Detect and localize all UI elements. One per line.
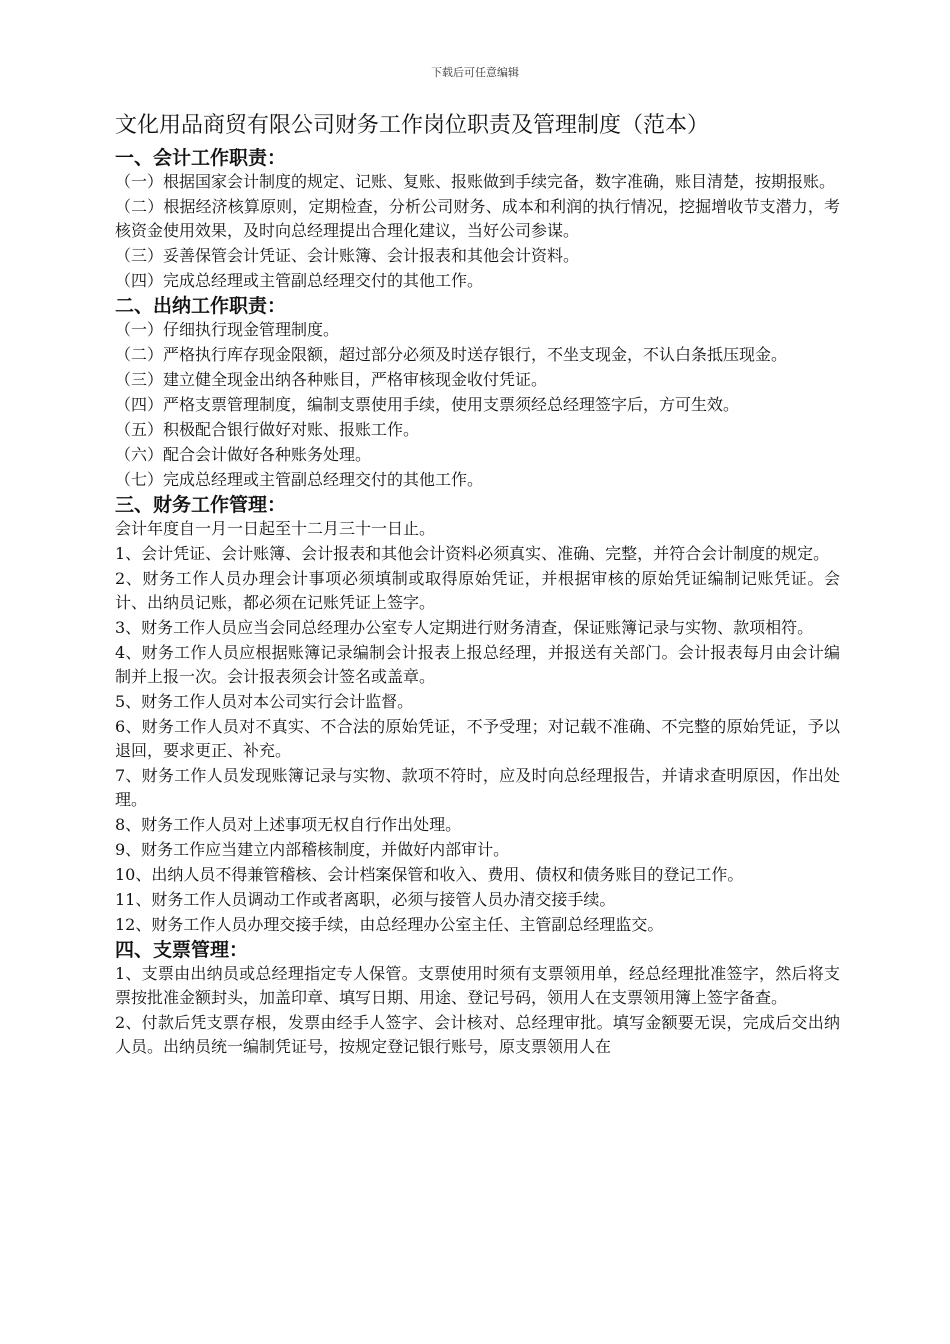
paragraph: 7、财务工作人员发现账簿记录与实物、款项不符时，应及时向总经理报告，并请求查明原因，作出处理。 <box>115 766 840 809</box>
paragraph: 12、财务工作人员办理交接手续，由总经理办公室主任、主管副总经理监交。 <box>115 915 664 934</box>
section-heading: 一、会计工作职责： <box>115 147 287 169</box>
paragraph: 3、财务工作人员应当会同总经理办公室专人定期进行财务清查，保证账簿记录与实物、款项相符。 <box>115 618 814 637</box>
paragraph: 2、财务工作人员办理会计事项必须填制或取得原始凭证，并根据审核的原始凭证编制记账凭证。会计、出纳员记账，都必须在记账凭证上签字。 <box>115 569 840 612</box>
paragraph: （四）完成总经理或主管副总经理交付的其他工作。 <box>115 271 484 290</box>
section-finance-management <box>115 493 840 937</box>
header-note: 下载后可任意编辑 <box>431 66 519 79</box>
paragraph: （三）建立健全现金出纳各种账目，严格审核现金收付凭证。 <box>115 370 548 389</box>
section-heading: 二、出纳工作职责： <box>115 295 287 317</box>
paragraph: 2、付款后凭支票存根，发票由经手人签字、会计核对、总经理审批。填写金额要无误，完成后交出纳人员。出纳员统一编制凭证号，按规定登记银行账号，原支票领用人在 <box>115 1013 840 1056</box>
paragraph: （五）积极配合银行做好对账、报账工作。 <box>115 420 420 439</box>
section-heading: 三、财务工作管理： <box>115 494 287 516</box>
paragraph: （一）仔细执行现金管理制度。 <box>115 320 340 339</box>
paragraph: （六）配合会计做好各种账务处理。 <box>115 445 372 464</box>
paragraph: （二）根据经济核算原则，定期检查，分析公司财务、成本和利润的执行情况，挖掘增收节支潜力，考核资金使用效果，及时向总经理提出合理化建议，当好公司参谋。 <box>115 197 840 240</box>
paragraph: 1、支票由出纳员或总经理指定专人保管。支票使用时须有支票领用单，经总经理批准签字，然后将支票按批准金额封头，加盖印章、填写日期、用途、登记号码，领用人在支票领用簿上签字备查。 <box>115 964 840 1007</box>
paragraph: 4、财务工作人员应根据账簿记录编制会计报表上报总经理，并报送有关部门。会计报表每月由会计编制并上报一次。会计报表须会计签名或盖章。 <box>115 643 840 686</box>
section-heading: 四、支票管理： <box>115 939 249 961</box>
section-check-management <box>115 938 840 1059</box>
paragraph: 9、财务工作应当建立内部稽核制度，并做好内部审计。 <box>115 840 510 859</box>
paragraph: 8、财务工作人员对上述事项无权自行作出处理。 <box>115 815 462 834</box>
paragraph: （四）严格支票管理制度，编制支票使用手续，使用支票须经总经理签字后，方可生效。 <box>115 395 740 414</box>
paragraph: 11、财务工作人员调动工作或者离职，必须与接管人员办清交接手续。 <box>115 890 616 909</box>
paragraph: 1、会计凭证、会计账簿、会计报表和其他会计资料必须真实、准确、完整，并符合会计制度的规定。 <box>115 544 830 563</box>
paragraph: （七）完成总经理或主管副总经理交付的其他工作。 <box>115 470 484 489</box>
paragraph: 5、财务工作人员对本公司实行会计监督。 <box>115 692 414 711</box>
paragraph: 6、财务工作人员对不真实、不合法的原始凭证，不予受理；对记载不准确、不完整的原始凭证，予以退回，要求更正、补充。 <box>115 717 840 760</box>
paragraph: （一）根据国家会计制度的规定、记账、复账、报账做到手续完备，数字准确，账目清楚，按期报账。 <box>115 172 836 191</box>
paragraph: 会计年度自一月一日起至十二月三十一日止。 <box>115 519 436 538</box>
paragraph: （二）严格执行库存现金限额，超过部分必须及时送存银行，不坐支现金，不认白条抵压现金。 <box>115 345 788 364</box>
section-cashier-duties <box>115 294 840 492</box>
document-body <box>115 110 840 1060</box>
paragraph: （三）妥善保管会计凭证、会计账簿、会计报表和其他会计资料。 <box>115 246 580 265</box>
document-title: 文化用品商贸有限公司财务工作岗位职责及管理制度（范本） <box>115 113 710 138</box>
paragraph: 10、出纳人员不得兼管稽核、会计档案保管和收入、费用、债权和债务账目的登记工作。 <box>115 865 744 884</box>
section-accounting-duties <box>115 146 840 293</box>
